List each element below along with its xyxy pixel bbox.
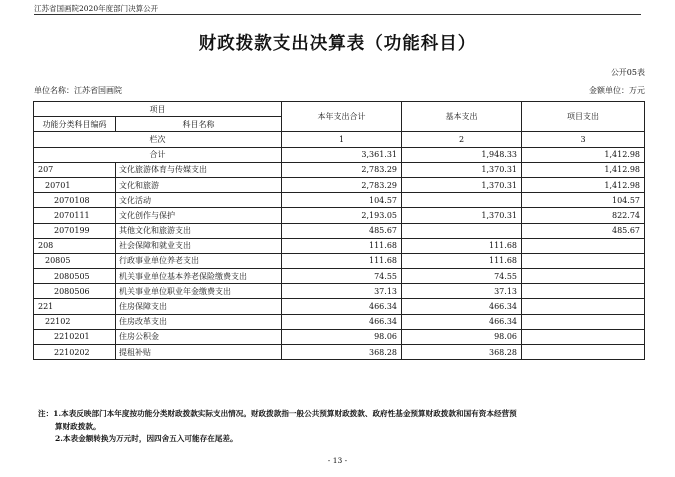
row-project: 104.57 (522, 193, 645, 208)
row-name: 行政事业单位养老支出 (116, 253, 282, 268)
table-row (34, 329, 645, 344)
note-line-1: 注：1.本表反映部门本年度按功能分类财政拨款实际支出情况。财政拨款指一般公共预算财政拨款、政府性基金预算财政拨款和国有资本经营预 (38, 409, 517, 418)
row-name: 机关事业单位基本养老保险缴费支出 (116, 269, 282, 284)
row-basic: 37.13 (402, 284, 522, 299)
row-total: 37.13 (282, 284, 402, 299)
header-col-3: 3 (522, 132, 645, 147)
row-project: 485.67 (522, 223, 645, 238)
row-total: 2,193.05 (282, 208, 402, 223)
row-code: 2080505 (34, 269, 116, 284)
row-basic: 111.68 (402, 253, 522, 268)
header-col-1: 1 (282, 132, 402, 147)
row-basic: 1,370.31 (402, 162, 522, 177)
row-basic: 98.06 (402, 329, 522, 344)
table-row (34, 299, 645, 314)
row-code: 2070108 (34, 193, 116, 208)
totals-row (34, 147, 645, 162)
page-number: - 13 - (327, 456, 348, 465)
sum-total: 3,361.31 (282, 147, 402, 162)
header-rule (34, 14, 641, 15)
row-project (522, 299, 645, 314)
table-row (34, 193, 645, 208)
row-name: 住房改革支出 (116, 314, 282, 329)
row-code: 2070199 (34, 223, 116, 238)
header-row-index: 栏次 (34, 132, 282, 147)
row-name: 文化创作与保护 (116, 208, 282, 223)
row-basic: 1,370.31 (402, 177, 522, 192)
row-code: 207 (34, 162, 116, 177)
row-project (522, 345, 645, 360)
table-row (34, 238, 645, 253)
row-total: 104.57 (282, 193, 402, 208)
row-name: 其他文化和旅游支出 (116, 223, 282, 238)
row-project: 1,412.98 (522, 177, 645, 192)
table-row (34, 177, 645, 192)
row-basic (402, 223, 522, 238)
row-code: 2080506 (34, 284, 116, 299)
amount-unit: 金额单位：万元 (589, 86, 645, 95)
row-total: 74.55 (282, 269, 402, 284)
table-row (34, 208, 645, 223)
header-project: 项目 (34, 102, 282, 117)
row-code: 20805 (34, 253, 116, 268)
row-code: 221 (34, 299, 116, 314)
row-total: 368.28 (282, 345, 402, 360)
row-basic: 368.28 (402, 345, 522, 360)
row-total: 111.68 (282, 253, 402, 268)
table-notes (38, 408, 517, 446)
row-project: 1,412.98 (522, 162, 645, 177)
row-basic: 466.34 (402, 299, 522, 314)
row-name: 住房公积金 (116, 329, 282, 344)
header-total: 本年支出合计 (282, 102, 402, 132)
row-code: 2070111 (34, 208, 116, 223)
header-subject-name: 科目名称 (116, 117, 282, 132)
row-project (522, 284, 645, 299)
row-code: 2210201 (34, 329, 116, 344)
sum-project: 1,412.98 (522, 147, 645, 162)
expenditure-table (33, 101, 645, 360)
table-number: 公开05表 (610, 68, 645, 77)
table-row (34, 253, 645, 268)
header-basic: 基本支出 (402, 102, 522, 132)
row-basic: 1,370.31 (402, 208, 522, 223)
header-func-code: 功能分类科目编码 (34, 117, 116, 132)
row-code: 2210202 (34, 345, 116, 360)
header-col-2: 2 (402, 132, 522, 147)
row-project (522, 253, 645, 268)
running-head: 江苏省国画院2020年度部门决算公开 (34, 4, 159, 13)
row-total: 111.68 (282, 238, 402, 253)
table-row (34, 314, 645, 329)
sum-label: 合计 (34, 147, 282, 162)
row-basic: 111.68 (402, 238, 522, 253)
row-project (522, 329, 645, 344)
row-total: 2,783.29 (282, 177, 402, 192)
row-project (522, 238, 645, 253)
row-name: 文化和旅游 (116, 177, 282, 192)
row-basic (402, 193, 522, 208)
row-total: 98.06 (282, 329, 402, 344)
row-project (522, 269, 645, 284)
row-total: 466.34 (282, 314, 402, 329)
header-project-expenditure: 项目支出 (522, 102, 645, 132)
unit-name: 单位名称：江苏省国画院 (34, 86, 122, 95)
row-project: 822.74 (522, 208, 645, 223)
table-row (34, 223, 645, 238)
row-name: 文化旅游体育与传媒支出 (116, 162, 282, 177)
row-basic: 74.55 (402, 269, 522, 284)
row-total: 2,783.29 (282, 162, 402, 177)
row-name: 社会保障和就业支出 (116, 238, 282, 253)
row-code: 22102 (34, 314, 116, 329)
row-code: 208 (34, 238, 116, 253)
row-total: 466.34 (282, 299, 402, 314)
note-line-1-cont: 算财政拨款。 (55, 421, 101, 431)
sum-basic: 1,948.33 (402, 147, 522, 162)
row-basic: 466.34 (402, 314, 522, 329)
table-row (34, 269, 645, 284)
note-line-2: 2.本表金额转换为万元时，因四舍五入可能存在尾差。 (55, 434, 238, 443)
table-row (34, 284, 645, 299)
row-code: 20701 (34, 177, 116, 192)
row-name: 机关事业单位职业年金缴费支出 (116, 284, 282, 299)
table-row (34, 162, 645, 177)
row-project (522, 314, 645, 329)
row-name: 住房保障支出 (116, 299, 282, 314)
row-name: 提租补贴 (116, 345, 282, 360)
table-row (34, 345, 645, 360)
row-total: 485.67 (282, 223, 402, 238)
page-title: 财政拨款支出决算表（功能科目） (198, 34, 477, 54)
row-name: 文化活动 (116, 193, 282, 208)
